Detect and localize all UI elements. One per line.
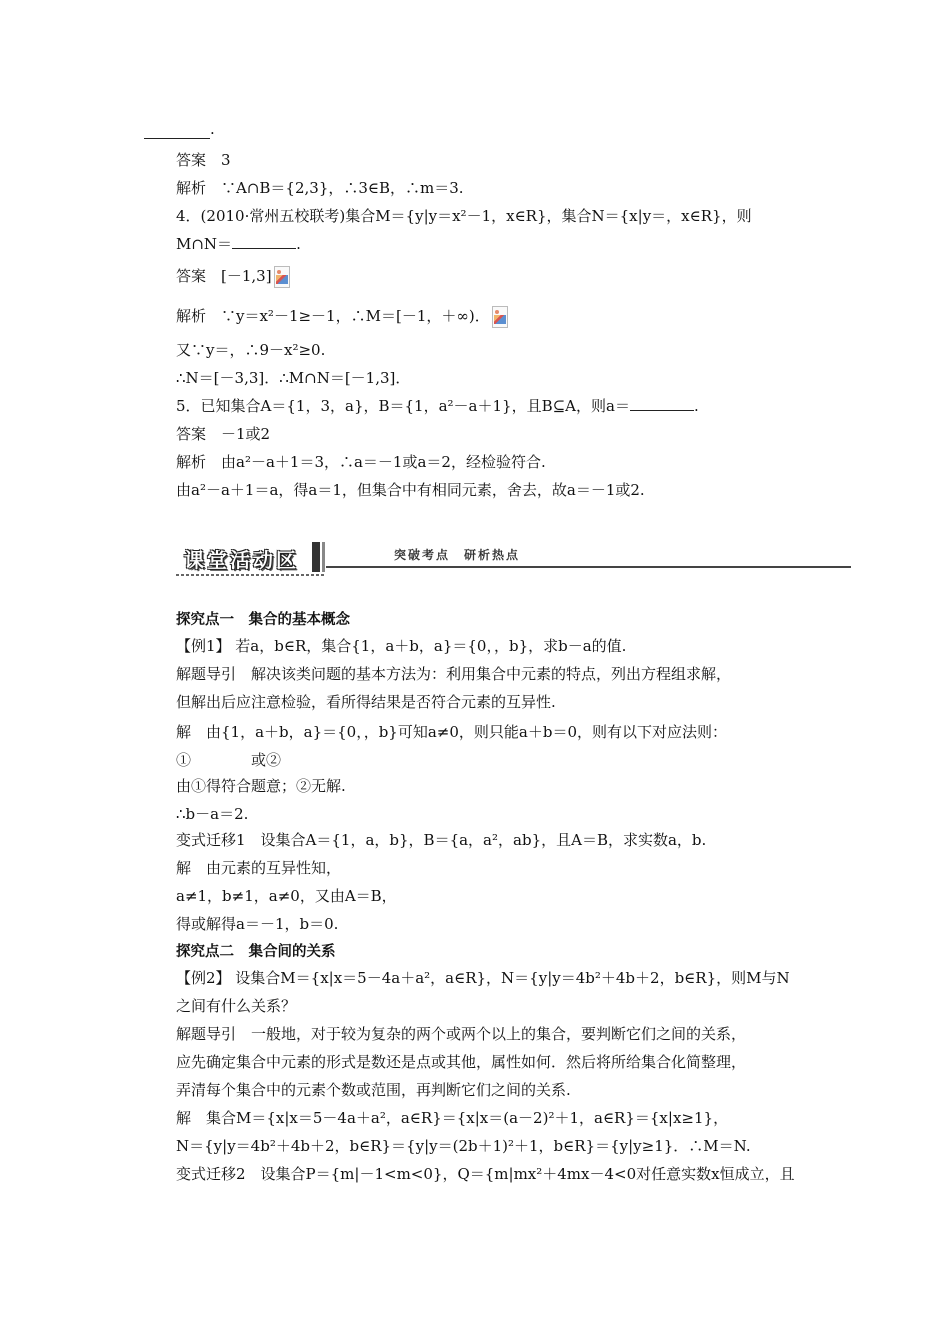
variation-1-result: 得或解得a＝－1，b＝0. xyxy=(176,915,339,933)
example-1-guide-cont: 但解出后应注意检验，看所得结果是否符合元素的互异性. xyxy=(176,693,556,711)
example-2-solution-cont: N＝{y|y＝4b²＋4b＋2，b∈R}＝{y|y＝(2b＋1)²＋1，b∈R}＝{y|y≥1}．∴M＝N. xyxy=(176,1137,751,1155)
example-1-solution: 解 由{1，a＋b，a}＝{0，，b}可知a≠0，则只能a＋b＝0，则有以下对应法则： xyxy=(176,723,727,741)
period: . xyxy=(210,120,215,138)
analysis-4-text: 解析 ∵y＝x²－1≥－1，∴M＝[－1，＋∞)． xyxy=(176,307,490,325)
analysis-3: 解析 ∵A∩B＝{2,3}，∴3∈B，∴m＝3. xyxy=(176,179,464,197)
analysis-4 xyxy=(176,306,508,328)
question-4-expr: M∩N＝ xyxy=(176,235,233,253)
example-1-step: 由①得符合题意；②无解. xyxy=(176,777,346,795)
banner-rule xyxy=(326,566,851,568)
answer-4-text: 答案 [－1,3] xyxy=(176,267,272,285)
variation-2: 变式迁移2 设集合P＝{m|－1<m<0}，Q＝{m|mx²＋4mx－4<0对任意实数x恒成立，且 xyxy=(176,1165,795,1183)
question-4: 4．(2010·常州五校联考)集合M＝{y|y＝x²－1，x∈R}，集合N＝{x|y＝，x∈R}，则 xyxy=(176,207,752,225)
answer-5: 答案 －1或2 xyxy=(176,425,271,443)
banner-divider xyxy=(312,542,320,572)
analysis-5: 解析 由a²－a＋1＝3，∴a＝－1或a＝2，经检验符合. xyxy=(176,453,546,471)
analysis-4-line3: ∴N＝[－3,3]．∴M∩N＝[－1,3]． xyxy=(176,369,411,387)
broken-image-icon xyxy=(274,266,290,288)
example-1-cases: ① 或② xyxy=(176,751,282,769)
question-5 xyxy=(176,396,699,416)
period: . xyxy=(693,397,699,415)
answer-blank-line xyxy=(144,118,210,139)
section-banner xyxy=(176,538,856,580)
analysis-5-line2: 由a²－a＋1＝a，得a＝1，但集合中有相同元素，舍去，故a＝－1或2. xyxy=(176,481,645,499)
answer-3: 答案 3 xyxy=(176,151,231,169)
question-4-cont xyxy=(176,234,301,254)
broken-image-icon xyxy=(492,306,508,328)
variation-1-step: a≠1，b≠1，a≠0，又由A＝B， xyxy=(176,887,397,905)
section-heading-1: 探究点一 集合的基本概念 xyxy=(176,612,350,628)
example-2-guide-cont2: 弄清每个集合中的元素个数或范围，再判断它们之间的关系. xyxy=(176,1081,571,1099)
example-2-solution: 解 集合M＝{x|x＝5－4a＋a²，a∈R}＝{x|x＝(a－2)²＋1，a∈R}＝{x|x≥1}， xyxy=(176,1109,729,1127)
analysis-4-line2: 又∵y＝，∴9－x²≥0. xyxy=(176,341,326,359)
answer-blank xyxy=(630,396,694,411)
variation-1: 变式迁移1 设集合A＝{1，a，b}，B＝{a，a²，ab}，且A＝B，求实数a，b. xyxy=(176,831,707,849)
example-2-guide: 解题导引 一般地，对于较为复杂的两个或两个以上的集合，要判断它们之间的关系， xyxy=(176,1025,747,1043)
period: . xyxy=(296,235,301,253)
example-2-guide-cont: 应先确定集合中元素的形式是数还是点或其他，属性如何．然后将所给集合化简整理， xyxy=(176,1053,747,1071)
banner-underline xyxy=(176,574,326,576)
variation-1-solution: 解 由元素的互异性知， xyxy=(176,859,342,877)
answer-blank xyxy=(232,234,296,249)
banner-divider-thin xyxy=(322,542,325,572)
section-heading-2: 探究点二 集合间的关系 xyxy=(176,944,336,960)
question-5-text: 5．已知集合A＝{1，3，a}，B＝{1，a²－a＋1}，且B⊆A，则a＝ xyxy=(176,397,630,415)
example-2-cont: 之间有什么关系？ xyxy=(176,997,297,1015)
example-2: 【例2】 设集合M＝{x|x＝5－4a＋a²，a∈R}，N＝{y|y＝4b²＋4b＋2，b∈R}，则M与N xyxy=(176,969,790,987)
answer-4 xyxy=(176,266,290,288)
banner-title: 课堂活动区 xyxy=(184,548,299,572)
example-1: 【例1】 若a，b∈R，集合{1，a＋b，a}＝{0，，b}，求b－a的值. xyxy=(176,637,627,655)
example-1-guide: 解题导引 解决该类问题的基本方法为：利用集合中元素的特点，列出方程组求解， xyxy=(176,665,732,683)
banner-subtitle: 突破考点 研析热点 xyxy=(394,548,521,562)
example-1-result: ∴b－a＝2. xyxy=(176,805,249,823)
